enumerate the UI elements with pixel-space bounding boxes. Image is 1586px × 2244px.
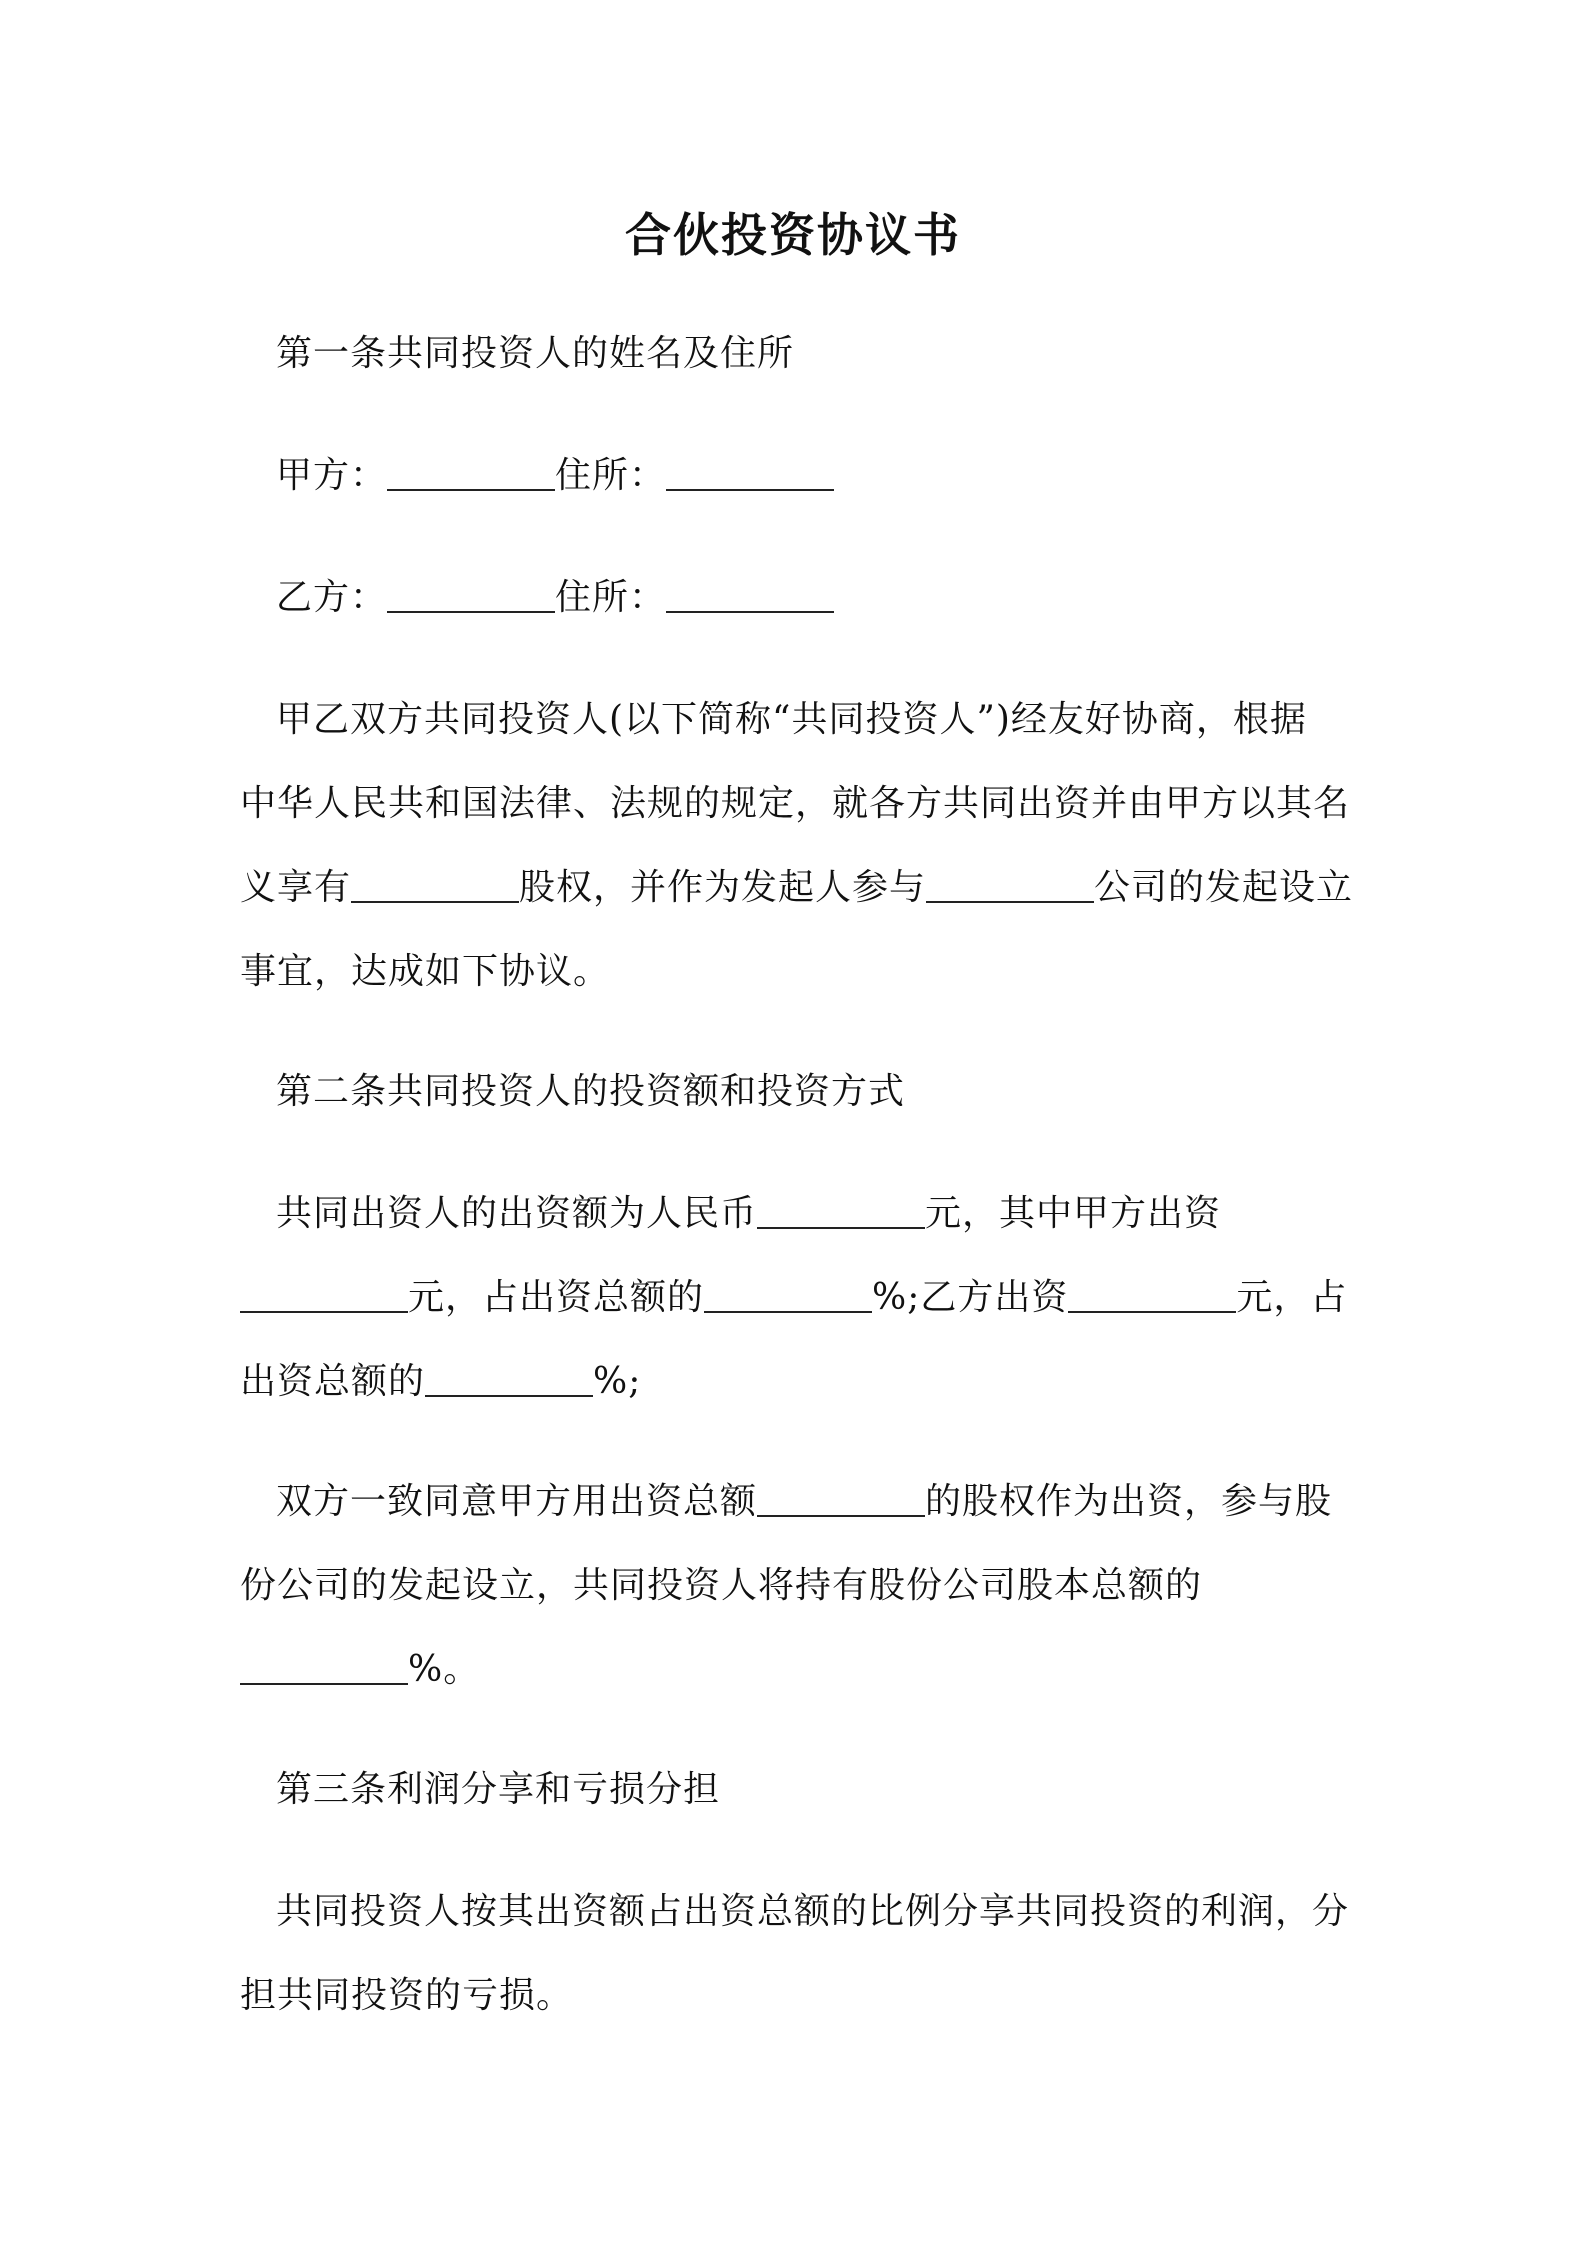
party-b-amount-blank[interactable] <box>1068 1281 1236 1313</box>
investment-paragraph <box>240 1172 1350 1424</box>
party-b-percent-blank[interactable] <box>425 1365 593 1397</box>
investment-line-1b: 元，其中甲方出资 <box>925 1193 1222 1234</box>
party-a-label: 甲方： <box>276 455 388 496</box>
agreement-line-1b: 的股权作为出资，参与股 <box>925 1481 1333 1522</box>
article-2-heading <box>276 1050 1386 1134</box>
article-2-heading-text: 第二条共同投资人的投资额和投资方式 <box>276 1071 906 1112</box>
intro-line-3b: 股权，并作为发起人参与 <box>519 867 927 908</box>
party-b-address-label: 住所： <box>555 577 667 618</box>
party-a-address-blank[interactable] <box>666 459 834 491</box>
party-b-address-blank[interactable] <box>666 581 834 613</box>
article-3-heading-text: 第三条利润分享和亏损分担 <box>276 1769 721 1810</box>
party-b-label: 乙方： <box>276 577 388 618</box>
intro-line-3c: 公司的发起设立 <box>1094 867 1354 908</box>
intro-paragraph <box>240 678 1354 1014</box>
investment-line-3a: 出资总额的 <box>240 1361 426 1402</box>
investment-line-2b: %;乙方出资 <box>872 1277 1069 1318</box>
investment-line-1 <box>240 1172 1350 1256</box>
investment-line-2a: 元，占出资总额的 <box>408 1277 705 1318</box>
article-1-heading-text: 第一条共同投资人的姓名及住所 <box>276 333 795 374</box>
intro-line-1: 甲乙双方共同投资人(以下简称“共同投资人”)经友好协商，根据 <box>276 699 1307 740</box>
party-a-address-label: 住所： <box>555 455 667 496</box>
equity-blank[interactable] <box>351 871 519 903</box>
party-a-amount-blank[interactable] <box>240 1281 408 1313</box>
agreement-line-2: 份公司的发起设立，共同投资人将持有股份公司股本总额的 <box>240 1565 1203 1606</box>
intro-line-3a: 义享有 <box>240 867 352 908</box>
party-a-line <box>276 434 1386 518</box>
intro-line-3 <box>240 846 1354 930</box>
party-b-line <box>276 556 1386 640</box>
total-amount-blank[interactable] <box>757 1197 925 1229</box>
investment-line-2 <box>240 1256 1350 1340</box>
profit-paragraph <box>240 1870 1350 2038</box>
investment-line-2c: 元，占 <box>1236 1277 1348 1318</box>
party-b-name-blank[interactable] <box>387 581 555 613</box>
profit-line-2: 担共同投资的亏损。 <box>240 1975 574 2016</box>
agreement-paragraph <box>240 1460 1350 1712</box>
equity-contribution-blank[interactable] <box>757 1485 925 1517</box>
article-1-heading <box>276 312 1386 396</box>
intro-line-4: 事宜，达成如下协议。 <box>240 951 611 992</box>
article-3-heading <box>276 1748 1386 1832</box>
investment-line-3 <box>240 1340 1350 1424</box>
company-name-blank[interactable] <box>926 871 1094 903</box>
party-a-percent-blank[interactable] <box>704 1281 872 1313</box>
investment-line-3b: %; <box>593 1361 642 1402</box>
agreement-line-3-text: %。 <box>408 1649 481 1690</box>
agreement-line-1a: 双方一致同意甲方用出资总额 <box>276 1481 758 1522</box>
agreement-line-3 <box>240 1628 1350 1712</box>
profit-line-1: 共同投资人按其出资额占出资总额的比例分享共同投资的利润，分 <box>276 1891 1350 1932</box>
party-a-name-blank[interactable] <box>387 459 555 491</box>
investment-line-1a: 共同出资人的出资额为人民币 <box>276 1193 758 1234</box>
share-percent-blank[interactable] <box>240 1653 408 1685</box>
intro-line-2: 中华人民共和国法律、法规的规定，就各方共同出资并由甲方以其名 <box>240 783 1351 824</box>
agreement-line-1 <box>240 1460 1350 1544</box>
document-title: 合伙投资协议书 <box>625 208 961 262</box>
